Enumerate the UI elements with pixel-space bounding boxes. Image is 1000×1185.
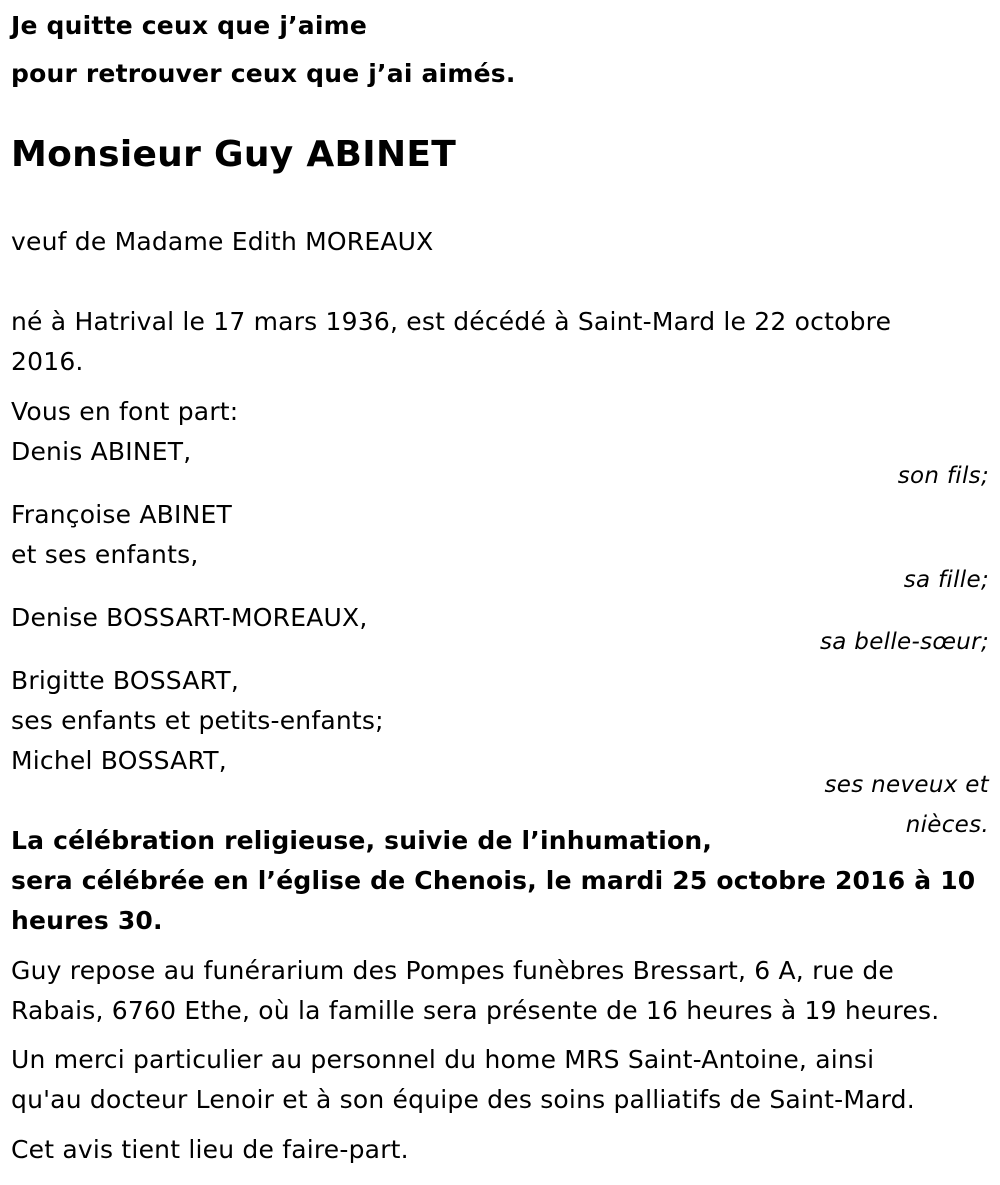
family-member-name: Françoise ABINET	[11, 500, 232, 529]
deceased-name: Monsieur Guy ABINET	[11, 134, 457, 175]
family-member-name: Denise BOSSART-MOREAUX,	[11, 603, 368, 632]
family-member-name: Denis ABINET,	[11, 437, 192, 466]
announcement-intro: Vous en font part:	[11, 397, 239, 426]
family-member-detail: et ses enfants,	[11, 540, 199, 569]
family-member-detail: ses enfants et petits-enfants;	[11, 706, 384, 735]
thanks-line-1: Un merci particulier au personnel du home MRS Saint-Antoine, ainsi	[11, 1045, 875, 1074]
family-relation: ses neveux et	[824, 772, 989, 798]
family-member-name: Michel BOSSART,	[11, 746, 227, 775]
ceremony-line-1: La célébration religieuse, suivie de l’inhumation,	[11, 826, 713, 855]
epigraph-line-2: pour retrouver ceux que j’ai aimés.	[11, 59, 516, 88]
ceremony-line-2: sera célébrée en l’église de Chenois, le mardi 25 octobre 2016 à 10	[11, 866, 976, 895]
funerarium-line-2: Rabais, 6760 Ethe, où la famille sera présente de 16 heures à 19 heures.	[11, 996, 940, 1025]
closing-line: Cet avis tient lieu de faire-part.	[11, 1135, 409, 1164]
epigraph-line-1: Je quitte ceux que j’aime	[11, 11, 368, 40]
funerarium-line-1: Guy repose au funérarium des Pompes funèbres Bressart, 6 A, rue de	[11, 956, 894, 985]
family-relation: sa fille;	[903, 567, 989, 593]
widow-of-line: veuf de Madame Edith MOREAUX	[11, 227, 434, 256]
birth-death-line-1: né à Hatrival le 17 mars 1936, est décédé à Saint-Mard le 22 octobre	[11, 307, 892, 336]
thanks-line-2: qu'au docteur Lenoir et à son équipe des soins palliatifs de Saint-Mard.	[11, 1085, 915, 1114]
family-relation: nièces.	[905, 812, 989, 838]
family-relation: sa belle-sœur;	[820, 629, 989, 655]
ceremony-line-3: heures 30.	[11, 906, 163, 935]
birth-death-line-2: 2016.	[11, 347, 84, 376]
family-member-name: Brigitte BOSSART,	[11, 666, 239, 695]
family-relation: son fils;	[897, 463, 989, 489]
